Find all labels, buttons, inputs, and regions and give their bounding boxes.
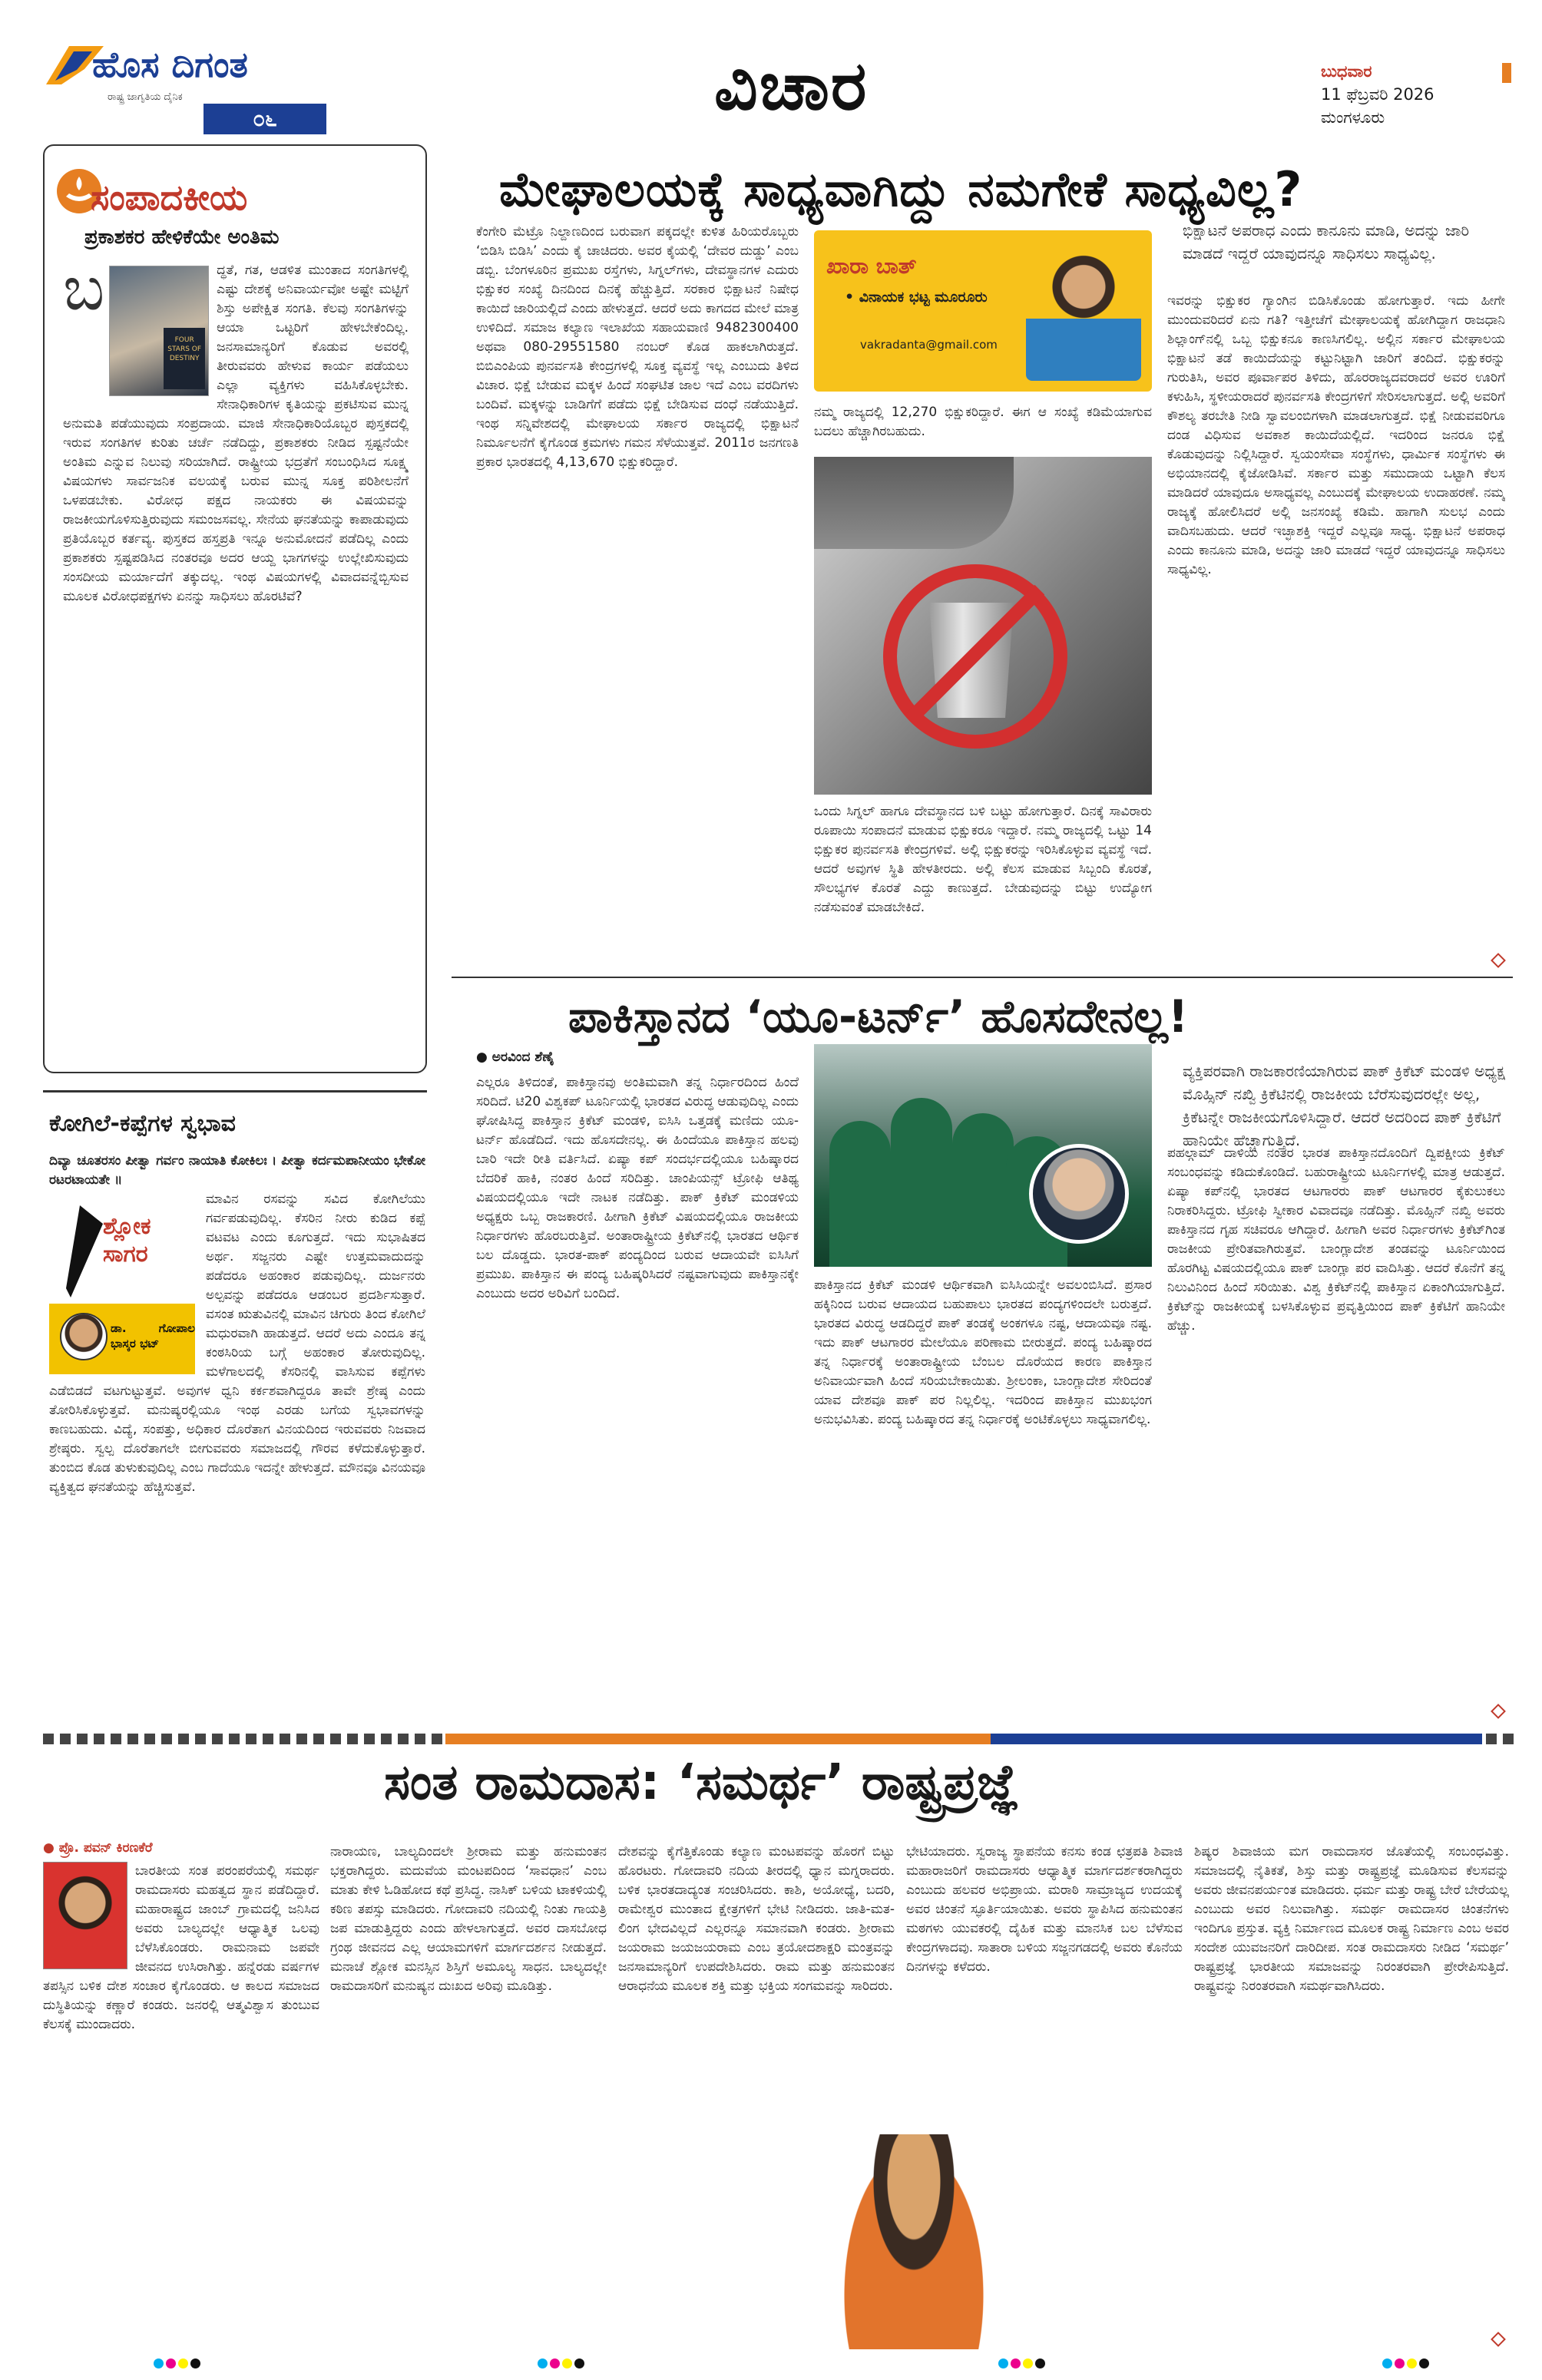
kogile-body <box>49 1152 425 1735</box>
date-marker <box>1502 63 1511 83</box>
editorial-dropcap: ಬ <box>63 261 105 324</box>
page-number: ೦೬ <box>204 104 326 134</box>
hand-shape <box>814 457 1014 549</box>
article3-text-1: ಬಾರತೀಯ ಸಂತ ಪರಂಪರೆಯಲ್ಲಿ ಸಮರ್ಥ ರಾಮದಾಸರು ಮಹತ್ವದ ಸ್ಥಾನ ಪಡೆದಿದ್ದಾರೆ. ಮಹಾರಾಷ್ಟ್ರದ ಜಾಂಬ್ ಗ್ರಾಮದಲ್ಲಿ ಜನಿಸಿದ ಅವರು ಬಾಲ್ಯದಲ್ಲೇ ಆಧ್ಯಾತ್ಮಿಕ ಒಲವು ಬೆಳೆಸಿಕೊಂಡರು. ರಾಮನಾಮ ಜಪವೇ ಜೀವನದ ಉಸಿರಾಗಿತ್ತು. ಹನ್ನೆರಡು ವರ್ಷಗಳ ತಪಸ್ಸಿನ ಬಳಿಕ ದೇಶ ಸಂಚಾರ ಕೈಗೊಂಡರು. ಆ ಕಾಲದ ಸಮಾಜದ ದುಸ್ಥಿತಿಯನ್ನು ಕಣ್ಣಾರೆ ಕಂಡರು. ಜನರಲ್ಲಿ ಆತ್ಮವಿಶ್ವಾಸ ತುಂಬುವ ಕೆಲಸಕ್ಕೆ ಮುಂದಾದರು. <box>43 1863 319 2032</box>
kogile-title: ಕೋಗಿಲೆ-ಕಪ್ಪೆಗಳ ಸ್ವಭಾವ <box>49 1110 236 1137</box>
inset-portrait <box>1029 1144 1129 1244</box>
editorial-body <box>63 261 409 1205</box>
article2-column-3: ಪಹಲ್ಗಾಮ್ ದಾಳಿಯ ನಂತರ ಭಾರತ ಪಾಕಿಸ್ತಾನದೊಂದಿಗೆ ದ್ವಿಪಕ್ಷೀಯ ಕ್ರಿಕೆಟ್ ಸಂಬಂಧವನ್ನು ಕಡಿದುಕೊಂಡಿದೆ. ಬಹುರಾಷ್ಟ್ರೀಯ ಟೂರ್ನಿಗಳಲ್ಲಿ ಮಾತ್ರ ಆಡುತ್ತದೆ. ಏಷ್ಯಾ ಕಪ್‌ನಲ್ಲಿ ಭಾರತದ ಆಟಗಾರರು ಪಾಕ್ ಆಟಗಾರರ ಕೈಕುಲುಕಲು ನಿರಾಕರಿಸಿದ್ದರು. ಟ್ರೋಫಿ ಸ್ವೀಕಾರ ವಿವಾದವೂ ನಡೆದಿತ್ತು. ಮೊಹ್ಸಿನ್ ನಖ್ವಿ ಅವರು ಪಾಕಿಸ್ತಾನದ ಗೃಹ ಸಚಿವರೂ ಆಗಿದ್ದಾರೆ. ಹೀಗಾಗಿ ಅವರ ನಿರ್ಧಾರಗಳು ಕ್ರಿಕೆಟ್‌ಗಿಂತ ರಾಜಕೀಯ ಪ್ರೇರಿತವಾಗಿರುತ್ತವೆ. ಬಾಂಗ್ಲಾದೇಶ ತಂಡವನ್ನು ಟೂರ್ನಿಯಿಂದ ಹೊರಗಿಟ್ಟ ವಿಷಯದಲ್ಲಿಯೂ ಪಾಕ್ ಬಾಂಗ್ಲಾ ಪರ ವಾದಿಸಿತ್ತು. ಆದರೆ ಕೊನೆಗೆ ತನ್ನ ನಿಲುವಿನಿಂದ ಹಿಂದೆ ಸರಿಯಿತು. ವಿಶ್ವ ಕ್ರಿಕೆಟ್‌ನಲ್ಲಿ ಪಾಕಿಸ್ತಾನ ಏಕಾಂಗಿಯಾಗುತ್ತಿದೆ. ಕ್ರಿಕೆಟ್‌ನ್ನು ರಾಜಕೀಯಕ್ಕೆ ಬಳಸಿಕೊಳ್ಳುವ ಪ್ರವೃತ್ತಿಯಿಂದ ಪಾಕ್ ಕ್ರಿಕೆಟಿಗೆ ಹಾನಿಯೇ ಹೆಚ್ಚು. <box>1167 1145 1505 1334</box>
kogile-rule <box>43 1090 427 1092</box>
player-figure <box>829 1121 891 1267</box>
no-begging-icon <box>883 564 1067 749</box>
column-name: ಖಾರಾ ಬಾತ್ <box>826 253 917 279</box>
article1-photo <box>814 457 1152 795</box>
article2-headline: ಪಾಕಿಸ್ತಾನದ ‘ಯೂ-ಟರ್ನ್’ ಹೊಸದೇನಲ್ಲ! <box>568 990 1189 1043</box>
band-blue <box>991 1734 1482 1744</box>
author-portrait <box>1026 243 1141 381</box>
article2-column-1: ಎಲ್ಲರೂ ತಿಳಿದಂತೆ, ಪಾಕಿಸ್ತಾನವು ಅಂತಿಮವಾಗಿ ತನ್ನ ನಿರ್ಧಾರದಿಂದ ಹಿಂದೆ ಸರಿದಿದೆ. ಟಿ20 ವಿಶ್ವಕಪ್ ಟೂರ್ನಿಯಲ್ಲಿ ಭಾರತದ ವಿರುದ್ಧ ಆಡುವುದಿಲ್ಲ ಎಂದು ಘೋಷಿಸಿದ್ದ ಪಾಕಿಸ್ತಾನ ಕ್ರಿಕೆಟ್ ಮಂಡಳಿ, ಐಸಿಸಿ ಒತ್ತಡಕ್ಕೆ ಮಣಿದು ಯೂ-ಟರ್ನ್ ಹೊಡೆದಿದೆ. ಇದು ಹೊಸದೇನಲ್ಲ. ಈ ಹಿಂದೆಯೂ ಪಾಕಿಸ್ತಾನ ಹಲವು ಬಾರಿ ಇದೇ ರೀತಿ ವರ್ತಿಸಿದೆ. ಏಷ್ಯಾ ಕಪ್ ಸಂದರ್ಭದಲ್ಲಿಯೂ ಬಹಿಷ್ಕಾರದ ಬೆದರಿಕೆ ಹಾಕಿ, ನಂತರ ಹಿಂದೆ ಸರಿದಿತ್ತು. ಚಾಂಪಿಯನ್ಸ್ ಟ್ರೋಫಿ ಆತಿಥ್ಯ ವಿಷಯದಲ್ಲಿಯೂ ಇದೇ ನಾಟಕ ನಡೆದಿತ್ತು. ಪಾಕ್ ಕ್ರಿಕೆಟ್ ಮಂಡಳಿಯ ಅಧ್ಯಕ್ಷರು ಒಬ್ಬ ರಾಜಕಾರಣಿ. ಹೀಗಾಗಿ ಕ್ರಿಕೆಟ್ ವಿಷಯದಲ್ಲಿಯೂ ರಾಜಕೀಯ ನಿರ್ಧಾರಗಳು ಹೊರಬರುತ್ತಿವೆ. ಅಂತಾರಾಷ್ಟ್ರೀಯ ಕ್ರಿಕೆಟ್‌ನಲ್ಲಿ ಭಾರತದ ಆರ್ಥಿಕ ಬಲ ದೊಡ್ಡದು. ಭಾರತ-ಪಾಕ್ ಪಂದ್ಯದಿಂದ ಬರುವ ಆದಾಯವೇ ಐಸಿಸಿಗೆ ಪ್ರಮುಖ. ಪಾಕಿಸ್ತಾನ ಈ ಪಂದ್ಯ ಬಹಿಷ್ಕರಿಸಿದರೆ ನಷ್ಟವಾಗುವುದು ಪಾಕಿಸ್ತಾನಕ್ಕೇ ಎಂಬುದು ಅದರ ಅರಿವಿಗೆ ಬಂದಿದೆ. <box>476 1075 799 1301</box>
shloka-author: ಡಾ. ಗೋಪಾಲ ಭಾಸ್ಕರ ಭಟ್ <box>111 1321 195 1350</box>
column-byline-box <box>814 230 1152 392</box>
shloka-sagara-box <box>49 1198 195 1374</box>
article3-column-4: ಭೇಟಿಯಾದರು. ಸ್ವರಾಜ್ಯ ಸ್ಥಾಪನೆಯ ಕನಸು ಕಂಡ ಛತ್ರಪತಿ ಶಿವಾಜಿ ಮಹಾರಾಜರಿಗೆ ರಾಮದಾಸರು ಆಧ್ಯಾತ್ಮಿಕ ಮಾರ್ಗದರ್ಶಕರಾಗಿದ್ದರು ಎಂಬುದು ಹಲವರ ಅಭಿಪ್ರಾಯ. ಮರಾಠಿ ಸಾಮ್ರಾಜ್ಯದ ಉದಯಕ್ಕೆ ಅವರ ಚಿಂತನೆ ಸ್ಫೂರ್ತಿಯಾಯಿತು. ಅವರು ಸ್ಥಾಪಿಸಿದ ಹನುಮಂತನ ಮಠಗಳು ಯುವಕರಲ್ಲಿ ದೈಹಿಕ ಮತ್ತು ಮಾನಸಿಕ ಬಲ ಬೆಳೆಸುವ ಕೇಂದ್ರಗಳಾದವು. ಸಾತಾರಾ ಬಳಿಯ ಸಜ್ಜನಗಡದಲ್ಲಿ ಅವರು ಕೊನೆಯ ದಿನಗಳನ್ನು ಕಳೆದರು. <box>906 1844 1183 1975</box>
article3-byline: ● ಪ್ರೊ. ಪವನ್ ಕಿರಣಕೆರೆ <box>43 1840 153 1856</box>
editorial-heading: ಸಂಪಾದಕೀಯ <box>91 177 248 218</box>
section-divider <box>452 977 1513 978</box>
author-avatar <box>60 1313 108 1360</box>
editorial-box <box>43 144 427 1073</box>
registration-marks <box>998 2357 1060 2369</box>
article3-column-2: ನಾರಾಯಣ, ಬಾಲ್ಯದಿಂದಲೇ ಶ್ರೀರಾಮ ಮತ್ತು ಹನುಮಂತನ ಭಕ್ತರಾಗಿದ್ದರು. ಮದುವೆಯ ಮಂಟಪದಿಂದ ‘ಸಾವಧಾನ’ ಎಂಬ ಮಾತು ಕೇಳಿ ಓಡಿಹೋದ ಕಥೆ ಪ್ರಸಿದ್ಧ. ನಾಸಿಕ್ ಬಳಿಯ ಟಾಕಳಿಯಲ್ಲಿ ಕಠಿಣ ತಪಸ್ಸು ಮಾಡಿದರು. ಗೋದಾವರಿ ನದಿಯಲ್ಲಿ ನಿಂತು ಗಾಯತ್ರಿ ಜಪ ಮಾಡುತ್ತಿದ್ದರು ಎಂದು ಹೇಳಲಾಗುತ್ತದೆ. ಅವರ ದಾಸಬೋಧ ಗ್ರಂಥ ಜೀವನದ ಎಲ್ಲ ಆಯಾಮಗಳಿಗೆ ಮಾರ್ಗದರ್ಶನ ನೀಡುತ್ತದೆ. ಮನಾಚೆ ಶ್ಲೋಕ ಮನಸ್ಸಿನ ಶಿಸ್ತಿಗೆ ಅಮೂಲ್ಯ ಸಾಧನ. ಬಾಲ್ಯದಲ್ಲೇ ರಾಮದಾಸರಿಗೆ ಮನುಷ್ಯನ ದುಃಖದ ಅರಿವು ಮೂಡಿತ್ತು. <box>330 1844 607 1994</box>
article1-headline: ಮೇಘಾಲಯಕ್ಕೆ ಸಾಧ್ಯವಾಗಿದ್ದು ನಮಗೇಕೆ ಸಾಧ್ಯವಿಲ್ಲ? <box>499 161 1303 217</box>
date-city: ಮಂಗಳೂರು <box>1321 108 1385 127</box>
band-orange <box>445 1734 991 1744</box>
article3-column-5: ಶಿಷ್ಯರ ಶಿವಾಜಿಯ ಮಗ ರಾಮದಾಸರ ಜೊತೆಯಲ್ಲಿ ಸಂಬಂಧವಿತ್ತು. ಸಮಾಜದಲ್ಲಿ ನೈತಿಕತೆ, ಶಿಸ್ತು ಮತ್ತು ರಾಷ್ಟ್ರಪ್ರಜ್ಞೆ ಮೂಡಿಸುವ ಕೆಲಸವನ್ನು ಅವರು ಜೀವನಪರ್ಯಂತ ಮಾಡಿದರು. ಧರ್ಮ ಮತ್ತು ರಾಷ್ಟ್ರ ಬೇರೆ ಬೇರೆಯಲ್ಲ ಎಂಬುದು ಅವರ ನಿಲುವಾಗಿತ್ತು. ಸಮರ್ಥ ರಾಮದಾಸರ ಚಿಂತನೆಗಳು ಇಂದಿಗೂ ಪ್ರಸ್ತುತ. ವ್ಯಕ್ತಿ ನಿರ್ಮಾಣದ ಮೂಲಕ ರಾಷ್ಟ್ರ ನಿರ್ಮಾಣ ಎಂಬ ಅವರ ಸಂದೇಶ ಯುವಜನರಿಗೆ ದಾರಿದೀಪ. ಸಂತ ರಾಮದಾಸರು ನೀಡಿದ ‘ಸಮರ್ಥ’ ರಾಷ್ಟ್ರಪ್ರಜ್ಞೆ ಭಾರತೀಯ ಸಮಾಜವನ್ನು ನಿರಂತರವಾಗಿ ಪ್ರೇರೇಪಿಸುತ್ತಿದೆ. ರಾಷ್ಟ್ರವನ್ನು ನಿರಂತರವಾಗಿ ಸಮರ್ಥವಾಗಿಸಿದರು. <box>1194 1844 1509 1994</box>
kogile-verse: ದಿವ್ಯಾ ಚೂತರಸಂ ಪೀತ್ವಾ ಗರ್ವಂ ನಾಯಾತಿ ಕೋಕಿಲಃ । ಪೀತ್ವಾ ಕರ್ದಮಪಾನೀಯಂ ಭೇಕೋ ರಟರಟಾಯತೇ ॥ <box>49 1153 425 1188</box>
article1-column-1: ಕೆಂಗೇರಿ ಮೆಟ್ರೊ ನಿಲ್ದಾಣದಿಂದ ಬರುವಾಗ ಪಕ್ಕದಲ್ಲೇ ಕುಳಿತ ಹಿರಿಯರೊಬ್ಬರು ‘ಬಿಡಿಸಿ ಬಿಡಿಸಿ’ ಎಂದು ಕೈ ಚಾಚಿದರು. ಅವರ ಕೈಯಲ್ಲಿ ‘ದೇವರ ದುಡ್ಡು’ ಎಂಬ ಡಬ್ಬಿ. ಬೆಂಗಳೂರಿನ ಪ್ರಮುಖ ರಸ್ತೆಗಳು, ಸಿಗ್ನಲ್‌ಗಳು, ದೇವಸ್ಥಾನಗಳ ಎದುರು ಭಿಕ್ಷುಕರ ಸಂಖ್ಯೆ ದಿನದಿಂದ ದಿನಕ್ಕೆ ಹೆಚ್ಚುತ್ತಿದೆ. ಸರಕಾರ ಭಿಕ್ಷಾಟನೆ ನಿಷೇಧ ಕಾಯಿದೆ ಜಾರಿಯಲ್ಲಿದೆ ಎಂದು ಹೇಳುತ್ತದೆ. ಆದರೆ ಅದು ಕಾಗದದ ಮೇಲೆ ಮಾತ್ರ ಉಳಿದಿದೆ. ಸಮಾಜ ಕಲ್ಯಾಣ ಇಲಾಖೆಯ ಸಹಾಯವಾಣಿ 9482300400 ಅಥವಾ 080-29551580 ನಂಬರ್ ಕೊಡ ಹಾಕಲಾಗಿರುತ್ತದೆ. ಬಿಬಿಎಂಪಿಯ ಪುನರ್ವಸತಿ ಕೇಂದ್ರಗಳಲ್ಲಿ ಸೂಕ್ತ ವ್ಯವಸ್ಥೆ ಇಲ್ಲ ಎಂಬುದು ತಿಳಿದ ವಿಚಾರ. ಭಿಕ್ಷೆ ಬೇಡುವ ಮಕ್ಕಳ ಹಿಂದೆ ಸಂಘಟಿತ ಜಾಲ ಇದೆ ಎಂಬ ವರದಿಗಳು ಬಂದಿವೆ. ಮಕ್ಕಳನ್ನು ಬಾಡಿಗೆಗೆ ಪಡೆದು ಭಿಕ್ಷೆ ಬೇಡಿಸುವ ದಂಧೆ ನಡೆಯುತ್ತಿದೆ. ಇಂಥ ಸನ್ನಿವೇಶದಲ್ಲಿ ಮೇಘಾಲಯ ಸರ್ಕಾರ ರಾಜ್ಯದಲ್ಲಿ ಭಿಕ್ಷಾಟನೆ ನಿರ್ಮೂಲನೆಗೆ ಕೈಗೊಂಡ ಕ್ರಮಗಳು ಗಮನ ಸೆಳೆಯುತ್ತವೆ. 2011ರ ಜನಗಣತಿ ಪ್ರಕಾರ ಭಾರತದಲ್ಲಿ 4,13,670 ಭಿಕ್ಷುಕರಿದ್ದಾರೆ. <box>476 224 799 470</box>
band-dots-left <box>43 1734 442 1744</box>
editorial-text: ದ್ಧತೆ, ಗತ, ಆಡಳಿತ ಮುಂತಾದ ಸಂಗತಿಗಳಲ್ಲಿ ಎಷ್ಟು ದೇಶಕ್ಕೆ ಅನಿವಾರ್ಯವೋ ಅಷ್ಟೇ ಮಟ್ಟಿಗೆ ಶಿಸ್ತು ಅಪೇಕ್ಷಿತ ಸಂಗತಿ. ಕೆಲವು ಸಂಗತಿಗಳನ್ನು ಆಯಾ ಒಟ್ಟರಿಗೆ ಹೇಳಬೇಕೆಂದಿಲ್ಲ. ಜನಸಾಮಾನ್ಯರಿಗೆ ಕೊಡುವ ಅವರಲ್ಲಿ ತೀರುವವರು ಹೇಳುವ ಕಾರ್ಯ ಪಡೆಯಲು ಎಲ್ಲಾ ವ್ಯಕ್ತಿಗಳು ವಹಿಸಿಕೊಳ್ಳಬೇಕು. ಸೇನಾಧಿಕಾರಿಗಳ ಕೃತಿಯನ್ನು ಪ್ರಕಟಿಸುವ ಮುನ್ನ ಅನುಮತಿ ಪಡೆಯುವುದು ಸಂಪ್ರದಾಯ. ಮಾಜಿ ಸೇನಾಧಿಕಾರಿಯೊಬ್ಬರ ಪುಸ್ತಕದಲ್ಲಿ ಇರುವ ಸಂಗತಿಗಳ ಕುರಿತು ಚರ್ಚೆ ನಡೆದಿದ್ದು, ಪ್ರಕಾಶಕರು ನೀಡಿದ ಸ್ಪಷ್ಟನೆಯೇ ಅಂತಿಮ ಎನ್ನುವ ನಿಲುವು ಸರಿಯಾಗಿದೆ. ರಾಷ್ಟ್ರೀಯ ಭದ್ರತೆಗೆ ಸಂಬಂಧಿಸಿದ ಸೂಕ್ಷ್ಮ ವಿಷಯಗಳು ಸಾರ್ವಜನಿಕ ವಲಯಕ್ಕೆ ಬರುವ ಮುನ್ನ ಸೂಕ್ತ ಪರಿಶೀಲನೆಗೆ ಒಳಪಡಬೇಕು. ವಿರೋಧ ಪಕ್ಷದ ನಾಯಕರು ಈ ವಿಷಯವನ್ನು ರಾಜಕೀಯಗೊಳಿಸುತ್ತಿರುವುದು ಸಮಂಜಸವಲ್ಲ. ಸೇನೆಯ ಘನತೆಯನ್ನು ಕಾಪಾಡುವುದು ಪ್ರತಿಯೊಬ್ಬರ ಕರ್ತವ್ಯ. ಪುಸ್ತಕದ ಹಸ್ತಪ್ರತಿ ಇನ್ನೂ ಅನುಮೋದನೆ ಪಡೆದಿಲ್ಲ ಎಂದು ಪ್ರಕಾಶಕರು ಸ್ಪಷ್ಟಪಡಿಸಿದ ನಂತರವೂ ಅದರ ಆಯ್ದ ಭಾಗಗಳನ್ನು ಉಲ್ಲೇಖಿಸುವುದು ಸಂಸದೀಯ ಮರ್ಯಾದೆಗೆ ತಕ್ಕುದಲ್ಲ. ಇಂಥ ವಿಷಯಗಳಲ್ಲಿ ವಿವಾದವನ್ನೆಬ್ಬಿಸುವ ಮೂಲಕ ವಿರೋಧಪಕ್ಷಗಳು ಏನನ್ನು ಸಾಧಿಸಲು ಹೊರಟಿವೆ? <box>63 263 409 604</box>
shloka-label: ಶ್ಲೋಕ ಸಾಗರ <box>103 1213 151 1268</box>
player-figure <box>952 1113 1014 1267</box>
author-photo <box>43 1862 127 1969</box>
article1-author: • ವಿನಾಯಕ ಭಟ್ಟ ಮೂರೂರು <box>845 289 988 306</box>
article2-deck: ವ್ಯಕ್ತಿಪರವಾಗಿ ರಾಜಕಾರಣಿಯಾಗಿರುವ ಪಾಕ್ ಕ್ರಿಕೆಟ್ ಮಂಡಳಿ ಅಧ್ಯಕ್ಷ ಮೊಹ್ಸಿನ್ ನಖ್ವಿ ಕ್ರಿಕೆಟಿನಲ್ಲಿ ರಾಜಕೀಯ ಬೆರೆಸುವುದರಲ್ಲೇ ಅಲ್ಲ, ಕ್ರಿಕೆಟನ್ನೇ ರಾಜಕೀಯಗೊಳಿಸಿದ್ದಾರೆ. ಆದರೆ ಅದರಿಂದ ಪಾಕ್ ಕ್ರಿಕೆಟಿಗೆ ಹಾನಿಯೇ ಹೆಚ್ಚಾಗುತ್ತಿದೆ. <box>1183 1062 1505 1149</box>
section-title: ವಿಚಾರ <box>714 46 869 125</box>
band-dots-right <box>1486 1734 1517 1744</box>
article1-deck: ಭಿಕ್ಷಾಟನೆ ಅಪರಾಧ ಎಂದು ಕಾನೂನು ಮಾಡಿ, ಅದನ್ನು ಜಾರಿ ಮಾಡದೆ ಇದ್ದರೆ ಯಾವುದನ್ನೂ ಸಾಧಿಸಲು ಸಾಧ್ಯವಿಲ್ಲ. <box>1183 221 1470 263</box>
article2-photo <box>814 1044 1152 1267</box>
article1-column-2: ಒಂದು ಸಿಗ್ನಲ್ ಹಾಗೂ ದೇವಸ್ಥಾನದ ಬಳಿ ಬಟ್ಟು ಹೋಗುತ್ತಾರೆ. ದಿನಕ್ಕೆ ಸಾವಿರಾರು ರೂಪಾಯಿ ಸಂಪಾದನೆ ಮಾಡುವ ಭಿಕ್ಷುಕರೂ ಇದ್ದಾರೆ. ನಮ್ಮ ರಾಜ್ಯದಲ್ಲಿ ಒಟ್ಟು 14 ಭಿಕ್ಷುಕರ ಪುನರ್ವಸತಿ ಕೇಂದ್ರಗಳಿವೆ. ಅಲ್ಲಿ ಭಿಕ್ಷುಕರನ್ನು ಇರಿಸಿಕೊಳ್ಳುವ ವ್ಯವಸ್ಥೆ ಇದೆ. ಆದರೆ ಅವುಗಳ ಸ್ಥಿತಿ ಹೇಳತೀರದು. ಅಲ್ಲಿ ಕೆಲಸ ಮಾಡುವ ಸಿಬ್ಬಂದಿ ಕೊರತೆ, ಸೌಲಭ್ಯಗಳ ಕೊರತೆ ಎದ್ದು ಕಾಣುತ್ತದೆ. ಬೇಡುವುದನ್ನು ಬಿಟ್ಟು ಉದ್ಯೋಗ ನಡೆಸುವಂತೆ ಮಾಡಬೇಕಿದೆ. <box>814 804 1152 915</box>
dateline <box>1321 60 1505 129</box>
article3-column-1 <box>43 1862 319 2345</box>
quill-icon <box>57 1205 103 1297</box>
article2-byline: ● ಅರವಿಂದ ಶೆಣೈ <box>476 1050 554 1065</box>
masthead-tagline: ರಾಷ್ಟ್ರ ಜಾಗೃತಿಯ ದೈನಿಕ <box>108 91 183 103</box>
article1-column-3: ಇವರನ್ನು ಭಿಕ್ಷುಕರ ಗ್ಯಾಂಗಿನ ಬಿಡಿಸಿಕೊಂಡು ಹೋಗುತ್ತಾರೆ. ಇದು ಹೀಗೇ ಮುಂದುವರಿದರೆ ಏನು ಗತಿ? ಇತ್ತೀಚೆಗೆ ಮೇಘಾಲಯಕ್ಕೆ ಹೋಗಿದ್ದಾಗ ರಾಜಧಾನಿ ಶಿಲ್ಲಾಂಗ್‌ನಲ್ಲಿ ಒಬ್ಬ ಭಿಕ್ಷುಕನೂ ಕಾಣಸಿಗಲಿಲ್ಲ. ಅಲ್ಲಿನ ಸರ್ಕಾರ ಮೇಘಾಲಯ ಭಿಕ್ಷಾಟನೆ ತಡೆ ಕಾಯಿದೆಯನ್ನು ಕಟ್ಟುನಿಟ್ಟಾಗಿ ಜಾರಿಗೆ ತಂದಿದೆ. ಭಿಕ್ಷುಕರನ್ನು ಗುರುತಿಸಿ, ಅವರ ಪೂರ್ವಾಪರ ತಿಳಿದು, ಹೊರರಾಜ್ಯದವರಾದರೆ ಅವರ ಊರಿಗೆ ಕಳುಹಿಸಿ, ಸ್ಥಳೀಯರಾದರೆ ಪುನರ್ವಸತಿ ಕೇಂದ್ರಗಳಿಗೆ ಸೇರಿಸಲಾಗುತ್ತದೆ. ಅಲ್ಲಿ ಅವರಿಗೆ ಕೌಶಲ್ಯ ತರಬೇತಿ ನೀಡಿ ಸ್ವಾವಲಂಬಿಗಳಾಗಿ ಮಾಡಲಾಗುತ್ತದೆ. ಭಿಕ್ಷೆ ನೀಡುವವರಿಗೂ ದಂಡ ವಿಧಿಸುವ ಅವಕಾಶ ಕಾಯಿದೆಯಲ್ಲಿದೆ. ಇದರಿಂದ ಜನರೂ ಭಿಕ್ಷೆ ಕೊಡುವುದನ್ನು ನಿಲ್ಲಿಸಿದ್ದಾರೆ. ಸ್ವಯಂಸೇವಾ ಸಂಸ್ಥೆಗಳು, ಧಾರ್ಮಿಕ ಸಂಸ್ಥೆಗಳು ಈ ಅಭಿಯಾನದಲ್ಲಿ ಕೈಜೋಡಿಸಿವೆ. ಸರ್ಕಾರ ಮತ್ತು ಸಮುದಾಯ ಒಟ್ಟಾಗಿ ಕೆಲಸ ಮಾಡಿದರೆ ಯಾವುದೂ ಅಸಾಧ್ಯವಲ್ಲ ಎಂಬುದಕ್ಕೆ ಮೇಘಾಲಯ ಉದಾಹರಣೆ. ನಮ್ಮ ರಾಜ್ಯಕ್ಕೆ ಹೋಲಿಸಿದರೆ ಅಲ್ಲಿ ಜನಸಂಖ್ಯೆ ಕಡಿಮೆ. ಹಾಗಾಗಿ ಸುಲಭ ಎಂದು ವಾದಿಸಬಹುದು. ಆದರೆ ಇಚ್ಛಾಶಕ್ತಿ ಇದ್ದರೆ ಎಲ್ಲವೂ ಸಾಧ್ಯ. ಭಿಕ್ಷಾಟನೆ ಅಪರಾಧ ಎಂದು ಕಾನೂನು ಮಾಡಿ, ಅದನ್ನು ಜಾರಿ ಮಾಡದೆ ಇದ್ದರೆ ಯಾವುದನ್ನೂ ಸಾಧಿಸಲು ಸಾಧ್ಯವಿಲ್ಲ. <box>1167 293 1505 577</box>
player-figure <box>891 1098 952 1267</box>
masthead-name: ಹೊಸ ದಿಗಂತ <box>92 44 248 85</box>
date-day: ಬುಧವಾರ <box>1321 62 1372 81</box>
book-cover: FOUR STARS OF DESTINY <box>164 328 205 389</box>
article3-column-3: ದೇಶವನ್ನು ಕೈಗೆತ್ತಿಕೊಂಡು ಕಲ್ಯಾಣ ಮಂಟಪವನ್ನು ಹೊರಗೆ ಬಿಟ್ಟು ಹೊರಟರು. ಗೋದಾವರಿ ನದಿಯ ತೀರದಲ್ಲಿ ಧ್ಯಾನ ಮಗ್ನರಾದರು. ಬಳಿಕ ಭಾರತದಾದ್ಯಂತ ಸಂಚರಿಸಿದರು. ಕಾಶಿ, ಅಯೋಧ್ಯೆ, ಬದರಿ, ರಾಮೇಶ್ವರ ಮುಂತಾದ ಕ್ಷೇತ್ರಗಳಿಗೆ ಭೇಟಿ ನೀಡಿದರು. ಜಾತಿ-ಮತ-ಲಿಂಗ ಭೇದವಿಲ್ಲದೆ ಎಲ್ಲರನ್ನೂ ಸಮಾನವಾಗಿ ಕಂಡರು. ಶ್ರೀರಾಮ ಜಯರಾಮ ಜಯಜಯರಾಮ ಎಂಬ ತ್ರಯೋದಶಾಕ್ಷರಿ ಮಂತ್ರವನ್ನು ಜನಸಾಮಾನ್ಯರಿಗೆ ಉಪದೇಶಿಸಿದರು. ರಾಮ ಮತ್ತು ಹನುಮಂತನ ಆರಾಧನೆಯ ಮೂಲಕ ಶಕ್ತಿ ಮತ್ತು ಭಕ್ತಿಯ ಸಂಗಮವನ್ನು ಸಾರಿದರು. <box>618 1844 895 1994</box>
kogile-text: ಮಾವಿನ ರಸವನ್ನು ಸವಿದ ಕೋಗಿಲೆಯು ಗರ್ವಪಡುವುದಿಲ್ಲ. ಕೆಸರಿನ ನೀರು ಕುಡಿದ ಕಪ್ಪೆ ವಟವಟ ಎಂದು ಕೂಗುತ್ತದೆ. ಇದು ಸುಭಾಷಿತದ ಅರ್ಥ. ಸಜ್ಜನರು ಎಷ್ಟೇ ಉತ್ತಮವಾದುದನ್ನು ಪಡೆದರೂ ಅಹಂಕಾರ ಪಡುವುದಿಲ್ಲ. ದುರ್ಜನರು ಅಲ್ಪವನ್ನು ಪಡೆದರೂ ಆಡಂಬರ ಪ್ರದರ್ಶಿಸುತ್ತಾರೆ. ವಸಂತ ಋತುವಿನಲ್ಲಿ ಮಾವಿನ ಚಿಗುರು ತಿಂದ ಕೋಗಿಲೆ ಮಧುರವಾಗಿ ಹಾಡುತ್ತದೆ. ಆದರೆ ಅದು ಎಂದೂ ತನ್ನ ಕಂಠಸಿರಿಯ ಬಗ್ಗೆ ಅಹಂಕಾರ ತೋರುವುದಿಲ್ಲ. ಮಳೆಗಾಲದಲ್ಲಿ ಕೆಸರಿನಲ್ಲಿ ವಾಸಿಸುವ ಕಪ್ಪೆಗಳು ಎಡೆಬಿಡದೆ ವಟಗುಟ್ಟುತ್ತವೆ. ಅವುಗಳ ಧ್ವನಿ ಕರ್ಕಶವಾಗಿದ್ದರೂ ತಾವೇ ಶ್ರೇಷ್ಠ ಎಂದು ತೋರಿಸಿಕೊಳ್ಳುತ್ತವೆ. ಮನುಷ್ಯರಲ್ಲಿಯೂ ಇಂಥ ಎರಡು ಬಗೆಯ ಸ್ವಭಾವಗಳನ್ನು ಕಾಣಬಹುದು. ವಿದ್ಯೆ, ಸಂಪತ್ತು, ಅಧಿಕಾರ ದೊರೆತಾಗ ವಿನಯದಿಂದ ಇರುವವರು ನಿಜವಾದ ಶ್ರೇಷ್ಠರು. ಸ್ವಲ್ಪ ದೊರೆತಾಗಲೇ ಬೀಗುವವರು ಸಮಾಜದಲ್ಲಿ ಗೌರವ ಕಳೆದುಕೊಳ್ಳುತ್ತಾರೆ. ತುಂಬಿದ ಕೊಡ ತುಳುಕುವುದಿಲ್ಲ ಎಂಬ ಗಾದೆಯೂ ಇದನ್ನೇ ಹೇಳುತ್ತದೆ. ಮೌನವೂ ವಿನಯವೂ ವ್ಯಕ್ತಿತ್ವದ ಘನತೆಯನ್ನು ಹೆಚ್ಚಿಸುತ್ತವೆ. <box>49 1192 425 1495</box>
author-email: vakradanta@gmail.com <box>860 338 998 352</box>
date-text: 11 ಫೆಬ್ರವರಿ 2026 <box>1321 85 1434 104</box>
editorial-title: ಪ್ರಕಾಶಕರ ಹೇಳಿಕೆಯೇ ಅಂತಿಮ <box>84 226 280 249</box>
registration-marks <box>1382 2357 1444 2369</box>
editorial-photo <box>109 266 209 396</box>
masthead <box>38 42 346 131</box>
article1-column-2-top: ನಮ್ಮ ರಾಜ್ಯದಲ್ಲಿ 12,270 ಭಿಕ್ಷುಕರಿದ್ದಾರೆ. ಈಗ ಆ ಸಂಖ್ಯೆ ಕಡಿಮೆಯಾಗುವ ಬದಲು ಹೆಚ್ಚಾಗಿರಬಹುದು. <box>814 405 1152 439</box>
article3-headline: ಸಂತ ರಾಮದಾಸ: ‘ಸಮರ್ಥ’ ರಾಷ್ಟ್ರಪ್ರಜ್ಞೆ <box>384 1754 1019 1811</box>
registration-marks <box>154 2357 215 2369</box>
saint-illustration <box>837 2134 991 2349</box>
article2-column-2: ಪಾಕಿಸ್ತಾನದ ಕ್ರಿಕೆಟ್ ಮಂಡಳಿ ಆರ್ಥಿಕವಾಗಿ ಐಸಿಸಿಯನ್ನೇ ಅವಲಂಬಿಸಿದೆ. ಪ್ರಸಾರ ಹಕ್ಕಿನಿಂದ ಬರುವ ಆದಾಯದ ಬಹುಪಾಲು ಭಾರತದ ಪಂದ್ಯಗಳಿಂದಲೇ ಬರುತ್ತದೆ. ಭಾರತದ ವಿರುದ್ಧ ಆಡದಿದ್ದರೆ ಪಾಕ್ ತಂಡಕ್ಕೆ ಅಂಕಗಳೂ ನಷ್ಟ, ಆದಾಯವೂ ನಷ್ಟ. ಇದು ಪಾಕ್ ಆಟಗಾರರ ಮೇಲೆಯೂ ಪರಿಣಾಮ ಬೀರುತ್ತದೆ. ಪಂದ್ಯ ಬಹಿಷ್ಕಾರದ ತನ್ನ ನಿರ್ಧಾರಕ್ಕೆ ಅಂತಾರಾಷ್ಟ್ರೀಯ ಬೆಂಬಲ ದೊರೆಯದ ಕಾರಣ ಪಾಕಿಸ್ತಾನ ಅನಿವಾರ್ಯವಾಗಿ ಹಿಂದೆ ಸರಿಯಬೇಕಾಯಿತು. ಶ್ರೀಲಂಕಾ, ಬಾಂಗ್ಲಾದೇಶ ಸೇರಿದಂತೆ ಯಾವ ದೇಶವೂ ಪಾಕ್ ಪರ ನಿಲ್ಲಲಿಲ್ಲ. ಇದರಿಂದ ಪಾಕಿಸ್ತಾನ ಮುಖಭಂಗ ಅನುಭವಿಸಿತು. ಪಂದ್ಯ ಬಹಿಷ್ಕಾರದ ತನ್ನ ನಿರ್ಧಾರಕ್ಕೆ ಅಂಟಿಕೊಳ್ಳಲು ಸಾಧ್ಯವಾಗಲಿಲ್ಲ. <box>814 1278 1152 1427</box>
registration-marks <box>538 2357 599 2369</box>
